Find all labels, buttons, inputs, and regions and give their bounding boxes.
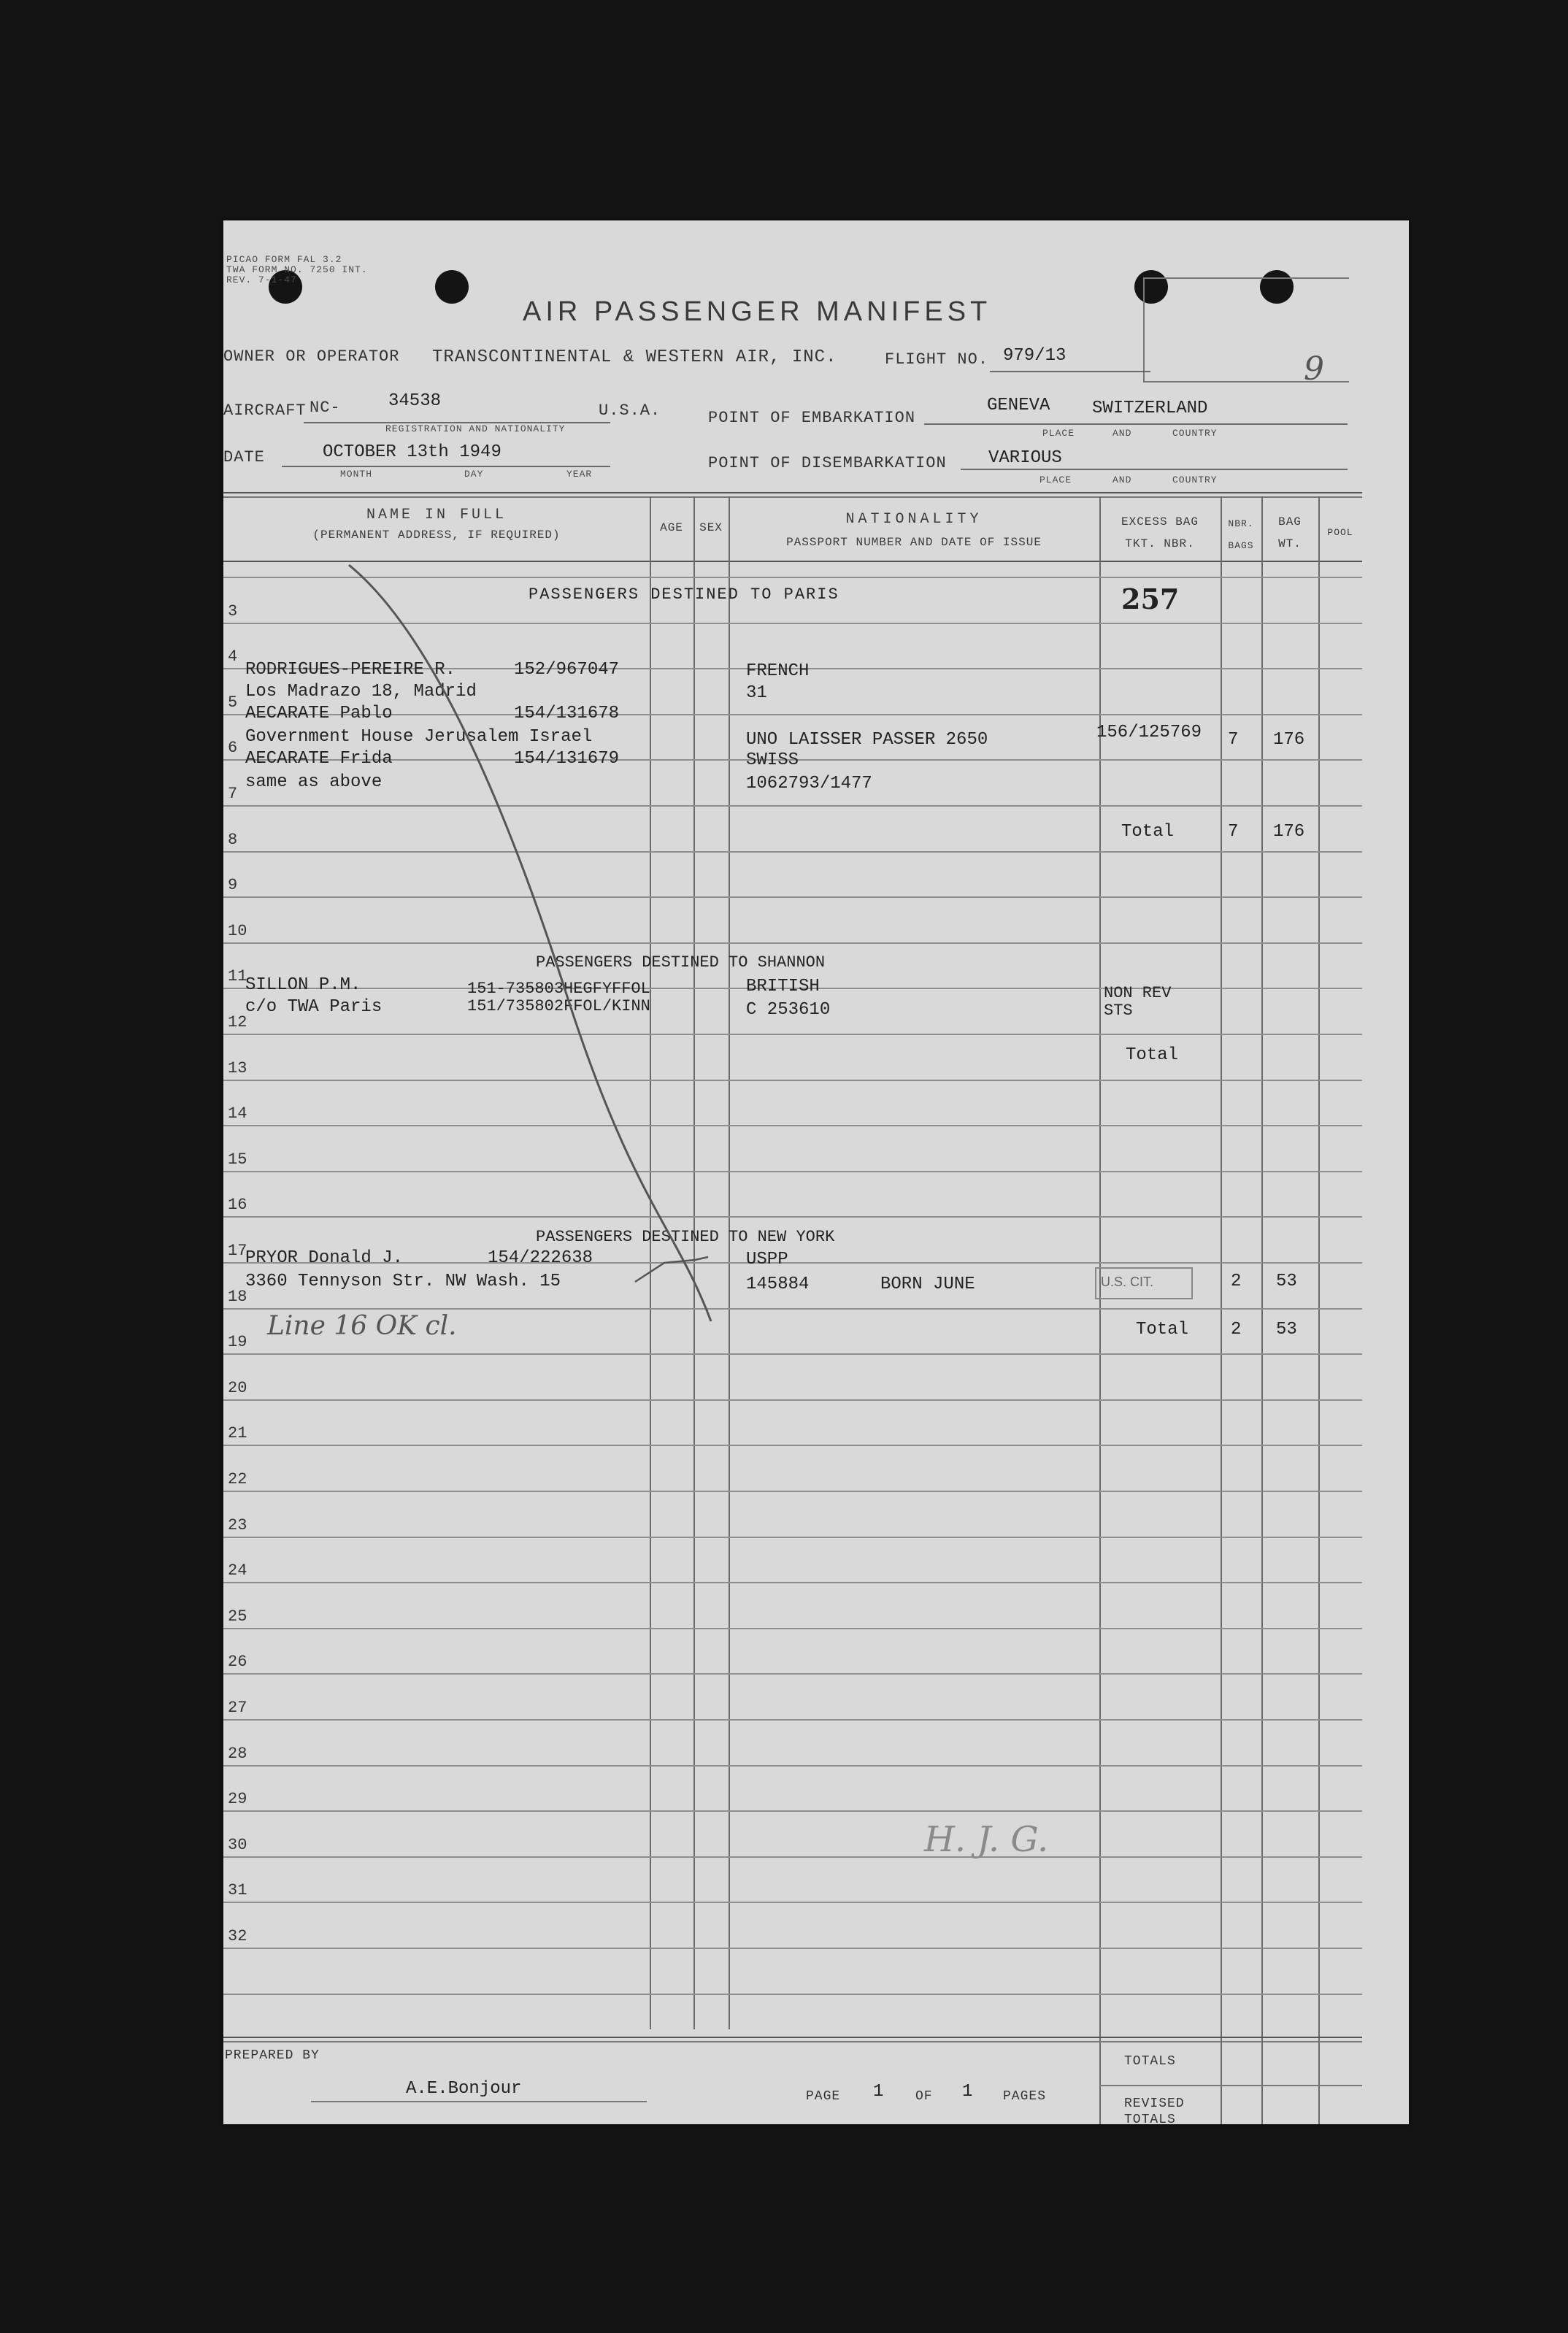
owner-label: OWNER OR OPERATOR xyxy=(223,347,400,366)
p2-bag-weight: 176 xyxy=(1273,730,1305,750)
embark-country: SWITZERLAND xyxy=(1092,399,1208,418)
owner-value: TRANSCONTINENTAL & WESTERN AIR, INC. xyxy=(432,347,837,367)
aircraft-label: AIRCRAFT xyxy=(223,401,307,420)
embark-place-label: PLACE xyxy=(1042,428,1075,439)
row-number: 4 xyxy=(228,647,238,666)
paris-total-weight: 176 xyxy=(1273,822,1305,842)
ny-total-weight: 53 xyxy=(1276,1320,1297,1340)
form-id-line1: PICAO FORM FAL 3.2 xyxy=(226,254,342,265)
flight-value: 979/13 xyxy=(1003,346,1067,366)
s1-passport: C 253610 xyxy=(746,1000,831,1020)
row-number: 27 xyxy=(228,1699,247,1717)
flight-label: FLIGHT NO. xyxy=(885,350,989,369)
paris-total-bags: 7 xyxy=(1228,822,1239,842)
row-number: 16 xyxy=(228,1196,247,1214)
row-number: 13 xyxy=(228,1059,247,1077)
p3-passport: 1062793/1477 xyxy=(746,774,872,793)
row-number: 15 xyxy=(228,1150,247,1169)
p2-address: Government House Jerusalem Israel xyxy=(245,727,593,747)
s1-address: c/o TWA Paris xyxy=(245,997,383,1017)
p3-nationality: SWISS xyxy=(746,750,799,770)
row-number: 10 xyxy=(228,922,247,940)
page-total: 1 xyxy=(962,2082,973,2102)
page-number: 1 xyxy=(873,2082,884,2102)
row-number: 32 xyxy=(228,1927,247,1945)
col-pool-header: POOL xyxy=(1327,527,1353,538)
s1-name: SILLON P.M. xyxy=(245,975,361,995)
p1-ticket: 152/967047 xyxy=(514,660,620,680)
n1-born: BORN JUNE xyxy=(880,1275,975,1294)
col-name-header: NAME IN FULL xyxy=(366,507,507,523)
p1-passport: 31 xyxy=(746,683,767,703)
aircraft-country: U.S.A. xyxy=(599,401,661,420)
date-day-label: DAY xyxy=(464,469,484,480)
row-number: 22 xyxy=(228,1470,247,1488)
page-mark: 9 xyxy=(1304,350,1324,388)
p3-address: same as above xyxy=(245,772,383,792)
row-number: 8 xyxy=(228,831,238,849)
row-number: 20 xyxy=(228,1379,247,1397)
col-nbr-header: NBR. xyxy=(1228,518,1254,529)
n1-bag-weight: 53 xyxy=(1276,1272,1297,1291)
totals-label: TOTALS xyxy=(1124,2054,1176,2069)
prepared-by-value: A.E.Bonjour xyxy=(406,2079,522,2099)
embark-and-label: AND xyxy=(1112,428,1132,439)
row-number: 29 xyxy=(228,1790,247,1808)
shannon-total-label: Total xyxy=(1126,1045,1179,1065)
col-name-subheader: (PERMANENT ADDRESS, IF REQUIRED) xyxy=(312,529,561,542)
row-number: 7 xyxy=(228,785,238,803)
col-excess-subheader: TKT. NBR. xyxy=(1125,537,1195,550)
disembark-place: VARIOUS xyxy=(988,448,1062,468)
s1-excess-line2: STS xyxy=(1104,1002,1133,1020)
embark-label: POINT OF EMBARKATION xyxy=(708,409,916,427)
date-label: DATE xyxy=(223,448,265,466)
n1-name: PRYOR Donald J. xyxy=(245,1248,404,1268)
prepared-by-label: PREPARED BY xyxy=(225,2048,320,2063)
disembark-and-label: AND xyxy=(1112,474,1132,485)
row-number: 3 xyxy=(228,602,238,620)
p1-address: Los Madrazo 18, Madrid xyxy=(245,682,477,702)
row-number: 14 xyxy=(228,1104,247,1123)
row-number: 31 xyxy=(228,1881,247,1899)
n1-nationality: USPP xyxy=(746,1250,788,1269)
col-bagwt-subheader: WT. xyxy=(1278,537,1302,550)
p2-excess-ticket: 156/125769 xyxy=(1096,723,1202,742)
row-number: 19 xyxy=(228,1333,247,1351)
aircraft-value: 34538 xyxy=(388,391,442,411)
row-number: 24 xyxy=(228,1561,247,1580)
p1-nationality: FRENCH xyxy=(746,661,810,681)
row-number: 9 xyxy=(228,876,238,894)
handwritten-initials: H. J. G. xyxy=(924,1819,1049,1860)
col-sex-header: SEX xyxy=(699,521,723,534)
ny-total-label: Total xyxy=(1136,1320,1189,1340)
date-value: OCTOBER 13th 1949 xyxy=(323,442,501,462)
manifest-sheet xyxy=(223,220,1409,2124)
row-number: 6 xyxy=(228,739,238,757)
s1-nationality: BRITISH xyxy=(746,977,820,996)
col-nbr-subheader: BAGS xyxy=(1228,540,1254,551)
aircraft-prefix: NC- xyxy=(310,399,341,417)
p2-bag-count: 7 xyxy=(1228,730,1239,750)
col-nationality-header: NATIONALITY xyxy=(845,511,983,528)
disembark-label: POINT OF DISEMBARKATION xyxy=(708,454,947,472)
pencil-strike-line xyxy=(223,220,1409,2124)
p3-name: AECARATE Frida xyxy=(245,749,393,769)
row-number: 17 xyxy=(228,1242,247,1260)
embark-country-label: COUNTRY xyxy=(1172,428,1218,439)
s1-ticket-1: 151-735803HEGFYFFOL xyxy=(467,980,650,998)
disembark-country-label: COUNTRY xyxy=(1172,474,1218,485)
disembark-place-label: PLACE xyxy=(1039,474,1072,485)
row-number: 5 xyxy=(228,693,238,712)
paris-total-label: Total xyxy=(1121,822,1175,842)
row-number: 12 xyxy=(228,1013,247,1031)
row-number: 23 xyxy=(228,1516,247,1534)
p2-ticket: 154/131678 xyxy=(514,704,620,723)
col-age-header: AGE xyxy=(660,521,683,534)
p2-name: AECARATE Pablo xyxy=(245,704,393,723)
s1-ticket-2: 151/735802FFOL/KINN xyxy=(467,997,650,1015)
date-month-label: MONTH xyxy=(340,469,373,480)
section-new-york: PASSENGERS DESTINED TO NEW YORK xyxy=(536,1228,835,1246)
form-title: AIR PASSENGER MANIFEST xyxy=(523,296,992,327)
form-id-line2: TWA FORM NO. 7250 INT. xyxy=(226,264,368,275)
row-number: 21 xyxy=(228,1424,247,1442)
paris-ticket-number: 257 xyxy=(1121,583,1180,615)
s1-excess-line1: NON REV xyxy=(1104,984,1172,1002)
ny-total-bags: 2 xyxy=(1231,1320,1242,1340)
page-label: PAGE xyxy=(806,2089,841,2104)
n1-address: 3360 Tennyson Str. NW Wash. 15 xyxy=(245,1272,561,1291)
section-paris: PASSENGERS DESTINED TO PARIS xyxy=(529,585,839,604)
section-shannon: PASSENGERS DESTINED TO SHANNON xyxy=(536,953,826,972)
col-bagwt-header: BAG xyxy=(1278,515,1302,529)
revised-totals-label: TOTALS xyxy=(1124,2113,1176,2124)
col-excess-header: EXCESS BAG xyxy=(1121,515,1199,529)
of-label: OF xyxy=(915,2089,933,2104)
row-number: 11 xyxy=(228,967,247,985)
n1-excess-stamp: U.S. CIT. xyxy=(1095,1267,1193,1299)
row-number: 18 xyxy=(228,1288,247,1306)
n1-passport: 145884 xyxy=(746,1275,810,1294)
handwritten-note: Line 16 OK cl. xyxy=(267,1311,457,1341)
pages-label: PAGES xyxy=(1003,2089,1047,2104)
p2-nationality: UNO LAISSER PASSER 2650 xyxy=(746,730,988,750)
n1-bag-count: 2 xyxy=(1231,1272,1242,1291)
p1-name: RODRIGUES-PEREIRE R. xyxy=(245,660,456,680)
n1-ticket: 154/222638 xyxy=(488,1248,593,1268)
p3-ticket: 154/131679 xyxy=(514,749,620,769)
date-year-label: YEAR xyxy=(566,469,593,480)
row-number: 26 xyxy=(228,1653,247,1671)
row-number: 30 xyxy=(228,1836,247,1854)
form-id-line3: REV. 7-1-47 xyxy=(226,274,297,285)
aircraft-sublabel: REGISTRATION AND NATIONALITY xyxy=(385,423,566,434)
row-number: 28 xyxy=(228,1745,247,1763)
embark-place: GENEVA xyxy=(987,396,1050,415)
row-number: 25 xyxy=(228,1607,247,1626)
col-nationality-subheader: PASSPORT NUMBER AND DATE OF ISSUE xyxy=(786,536,1042,549)
revised-label: REVISED xyxy=(1124,2096,1185,2111)
